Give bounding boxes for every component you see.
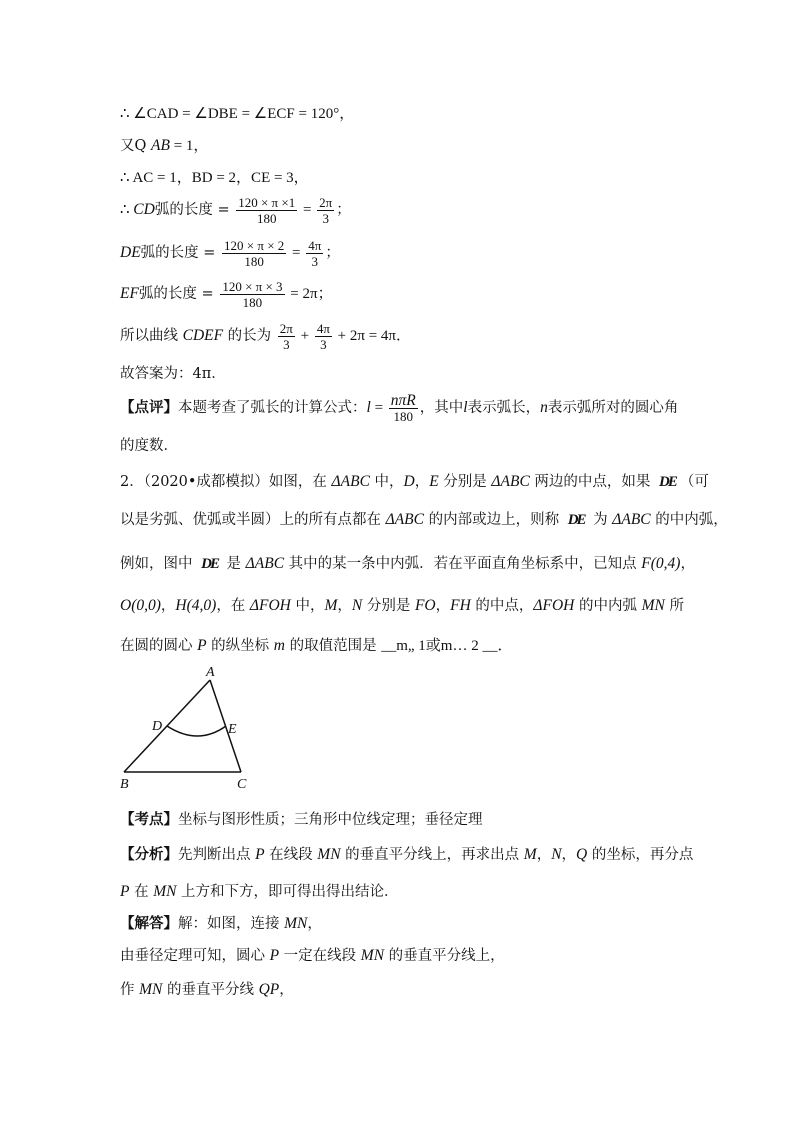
fraction-ef-denominator: 180 [242,294,263,310]
knowledge-tag: 【考点】 [120,811,178,828]
analysis-line-2 [120,882,399,902]
text-line-7 [120,320,411,352]
an2-text: 在 [129,884,154,900]
sol2-text-2: 一定在线段 [279,948,361,964]
p2-l1-triangle: ΔABC [331,473,370,490]
line-5-end: ； [325,245,340,261]
segment-fo: FO [414,597,436,614]
fraction-de-denominator: 180 [244,253,264,269]
solution-line-1 [120,914,322,934]
fraction-sum-2-numerator: 4π [316,320,330,336]
p2-l4-comma-2: ， [337,598,352,614]
analysis-line-1 [120,845,693,865]
arc-length-formula [389,393,418,424]
fraction-ef [220,279,284,310]
sol2-mn: MN [360,947,385,964]
text-line-4 [120,194,351,226]
an-mn: MN [317,846,341,863]
comment-text-3: 表示弧长， [467,400,541,416]
line-5-label: 弧的长度 = [140,245,221,261]
p2-l1-text: 2．（2020•成都模拟）如图，在 [120,474,332,490]
sol-comma: ， [307,916,322,932]
formula-numerator: nπR [390,391,416,409]
p2-l2-text-2: 的内部或边上，则称 [423,512,564,528]
triangle-foh: ΔFOH [249,597,291,614]
fraction-cd-result-numerator: 2π [319,194,333,210]
sol-mn: MN [284,915,308,932]
p2-l2-triangle-2: ΔABC [612,511,651,528]
p2-l1-e: E [429,473,439,490]
answer-range: __m„ 1或m… 2 __． [381,638,513,654]
p2-l2-triangle: ΔABC [385,511,424,528]
arc-de-symbol: DE [659,474,676,490]
arc-mn: MN [641,597,665,614]
sol3-comma: ， [279,982,294,998]
p2-l4-text-2: 中， [290,598,325,614]
p2-l1-triangle-2: ΔABC [491,473,530,490]
an-p: P [255,846,265,863]
problem-2-line-5 [120,636,512,656]
text-line-3: ∴ AC = 1，BD = 2，CE = 3， [120,170,309,186]
point-n: N [351,597,363,614]
p2-l5-text-3: 的取值范围是 [285,638,382,654]
p2-l4-text-6: 所 [664,598,684,614]
an-m: M [523,846,537,863]
label-d: D [152,719,163,734]
fraction-sum-1-numerator: 2π [279,320,293,336]
fraction-cd [236,195,297,226]
fraction-de [222,238,286,269]
sol3-text: 作 [120,982,140,998]
point-m: M [324,597,338,614]
text-line-2 [120,136,208,156]
sol3-text-2: 的垂直平分线 [162,982,259,998]
an-text-3: 的垂直平分线上，再求出点 [340,847,524,863]
fraction-cd-result-denominator: 3 [322,210,329,226]
line-4-prefix: ∴ [120,202,134,218]
line-4-arc: CD [133,201,155,218]
line-4-end: ； [336,202,351,218]
point-o: O(0,0) [120,597,161,614]
p2-l3-text-3: 其中的某一条中内弧．若在平面直角坐标系中，已知点 [284,556,642,572]
line-6-arc: EF [120,285,139,302]
comment-var-l: l [463,399,468,416]
sol2-p: P [269,947,280,964]
an-comma: ， [536,847,552,863]
p2-l4-text-3: 分别是 [362,598,415,614]
p2-l4-text: ，在 [216,598,250,614]
comment-var-n: n [540,399,548,416]
sol-text: 解：如图，连接 [178,916,285,932]
fraction-sum-2 [315,321,332,352]
label-c: C [237,777,247,792]
var-m: m [273,637,285,654]
line-4-eq: = [299,202,316,218]
p2-l4-comma: ， [160,598,176,614]
line-7-plus: + [296,328,313,344]
p2-l1-d: D [403,473,415,490]
problem-2-line-3 [120,554,695,574]
triangle-foh-2: ΔFOH [533,597,575,614]
knowledge-point-line [120,810,483,830]
text-line-6 [120,278,333,310]
point-f: F(0,4) [641,555,681,572]
p2-l1-text-5: （可 [679,474,709,490]
sol2-text-3: 的垂直平分线上， [384,948,505,964]
fraction-de-result [306,238,323,269]
p2-l1-comma: ， [414,474,430,490]
p2-l5-text: 在圆的圆心 [120,638,198,654]
problem-2-line-2 [120,510,728,530]
fraction-sum-1 [278,321,295,352]
line-6-label: 弧的长度 = [138,286,219,302]
fraction-cd-denominator: 180 [256,210,277,226]
point-h: H(4,0) [175,597,217,614]
comment-text-2: ，其中 [419,400,464,416]
solution-line-3 [120,980,294,1000]
comment-text-4: 表示弧所对的圆心角 [547,400,679,416]
analysis-tag: 【分析】 [120,846,178,863]
p2-l1-text-2: 中， [369,474,404,490]
line-2-math: AB [151,137,170,154]
fraction-sum-1-denominator: 3 [283,336,290,352]
formula-eq: = [370,400,387,416]
text-line-1: ∴ ∠CAD = ∠DBE = ∠ECF = 120°， [120,106,355,122]
arc-de-symbol-2: DE [567,512,585,528]
arc-de-symbol-3: DE [201,556,218,572]
fraction-de-result-denominator: 3 [311,253,319,269]
p2-l1-text-4: 两边的中点，如果 [529,474,656,490]
fraction-de-result-numerator: 4π [308,237,322,253]
fraction-de-numerator: 120 × π × 2 [224,237,285,253]
an-n: N [551,846,562,863]
an-q: Q [576,846,588,863]
problem-2-line-1 [120,472,709,492]
sol3-qp: QP [258,981,280,998]
center-p: P [197,637,207,654]
solution-tag: 【解答】 [120,915,178,932]
p2-l3-comma: ， [680,556,695,572]
p2-l5-text-2: 的纵坐标 [206,638,274,654]
p2-l3-triangle: ΔABC [245,555,285,572]
comment-text: 本题考查了弧长的计算公式： [178,400,367,416]
line-5-eq: = [288,245,305,261]
an2-text-2: 上方和下方，即可得出得出结论． [176,884,399,900]
label-a: A [206,665,215,680]
solution-line-2 [120,946,505,966]
line-7-label: 的长为 [223,328,276,344]
answer-line: 故答案为：4π． [120,366,226,382]
problem-2-line-4 [120,596,684,616]
line-2-prefix: 又Q [120,138,151,154]
formula-denominator: 180 [393,408,414,424]
p2-l2-text-3: 为 [588,512,613,528]
p2-l1-text-3: 分别是 [438,474,492,490]
comment-tag: 【点评】 [120,399,178,416]
p2-l3-text-2: 是 [221,556,246,572]
p2-l4-text-4: 的中点， [470,598,534,614]
fraction-ef-numerator: 120 × π × 3 [222,278,283,294]
sol3-mn: MN [139,981,163,998]
line-7-curve: CDEF [182,327,224,344]
an-text-4: 的坐标，再分点 [587,847,694,863]
comment-line-2: 的度数． [120,438,178,454]
side-ab [124,680,210,772]
an2-p: P [120,883,130,900]
an2-mn: MN [153,883,177,900]
line-2-value: = 1， [169,138,209,154]
p2-l4-comma-3: ， [435,598,451,614]
label-b: B [120,777,129,792]
segment-fh: FH [450,597,471,614]
comment-line [120,392,678,424]
arc-de [167,726,226,736]
an-comma-2: ， [561,847,577,863]
text-line-5 [120,237,340,269]
p2-l3-text: 例如，图中 [120,556,198,572]
line-5-arc: DE [120,244,141,261]
line-7-prefix: 所以曲线 [120,328,183,344]
triangle-figure [118,662,268,792]
fraction-sum-2-denominator: 3 [320,336,327,352]
line-6-end: = 2π； [286,286,333,302]
fraction-cd-numerator: 120 × π ×1 [238,194,296,210]
label-e: E [228,722,237,737]
an-text: 先判断出点 [178,847,256,863]
sol2-text: 由垂径定理可知，圆心 [120,948,270,964]
an-text-2: 在线段 [264,847,318,863]
knowledge-text: 坐标与图形性质；三角形中位线定理；垂径定理 [178,812,483,828]
formula-l: l [366,399,371,416]
fraction-cd-result [317,195,334,226]
line-4-label: 弧的长度 = [154,202,235,218]
p2-l2-text: 以是劣弧、优弧或半圆）上的所有点都在 [120,512,386,528]
p2-l2-text-4: 的中内弧， [650,512,728,528]
p2-l4-text-5: 的中内弧 [574,598,642,614]
line-7-end: + 2π = 4π． [333,328,411,344]
